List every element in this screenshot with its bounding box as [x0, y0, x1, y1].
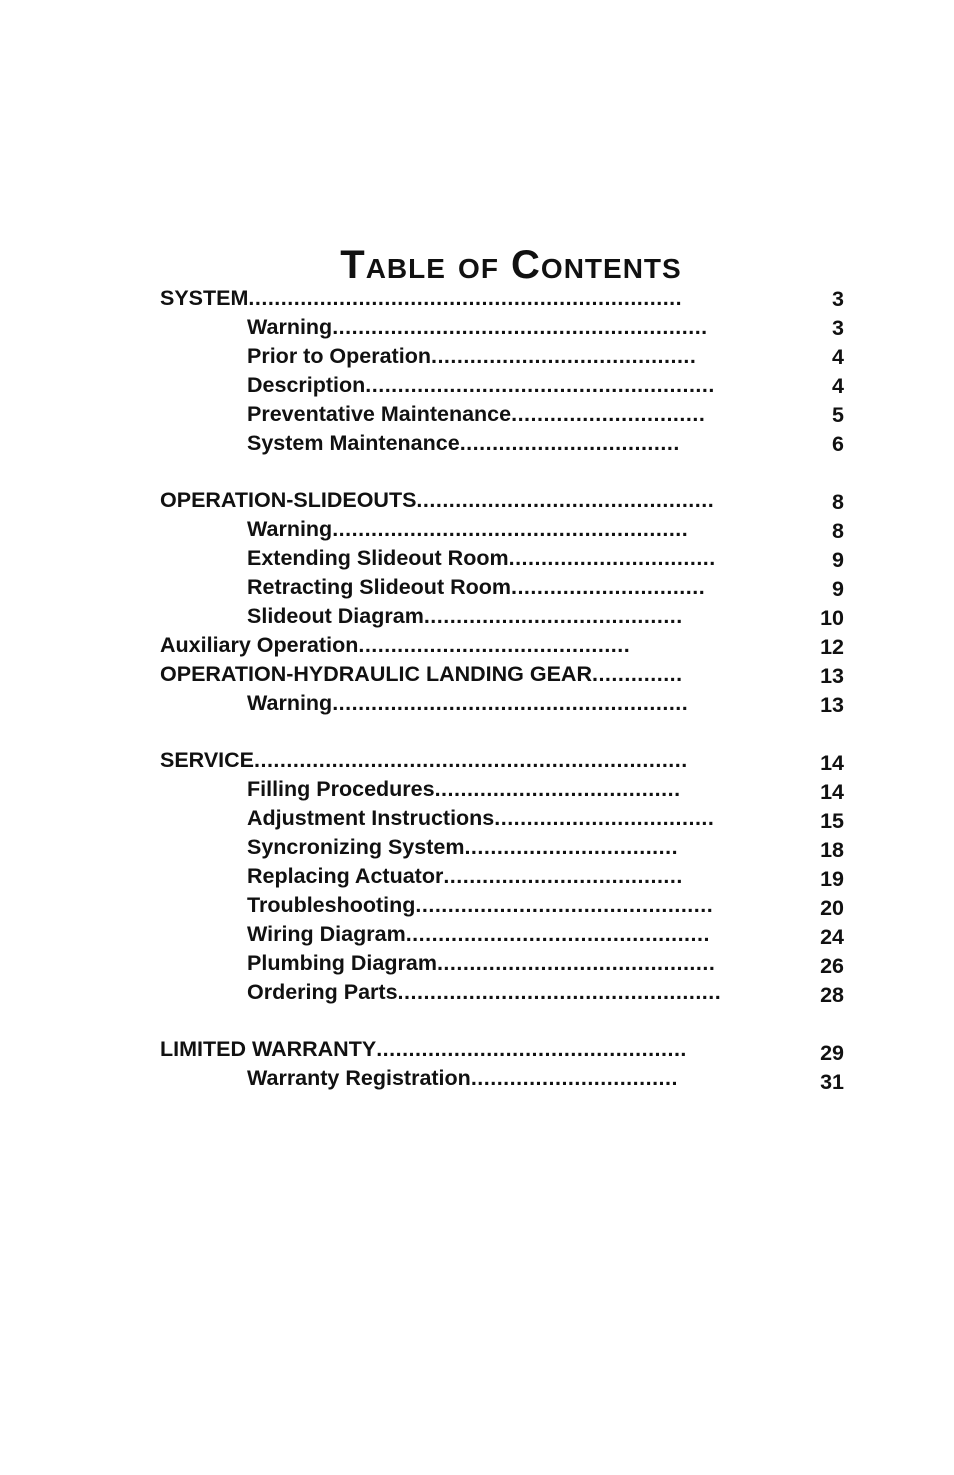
toc-entry-service[interactable]: [160, 746, 800, 774]
toc-entry-troubleshooting[interactable]: [247, 891, 777, 919]
toc-entry-label: Preventative Maintenance: [247, 402, 512, 426]
toc-entry-system[interactable]: [160, 284, 802, 312]
dot-leader: .....................................: [443, 864, 683, 888]
dot-leader: ..........................................: [358, 633, 631, 657]
toc-page-number: 5: [832, 403, 844, 427]
toc-page-number: 31: [820, 1070, 844, 1094]
toc-page-number: 8: [832, 519, 844, 543]
dot-leader: .........................................: [430, 344, 697, 368]
toc-entry-limited-warranty[interactable]: [160, 1035, 782, 1063]
toc-entry-operation-hydraulic-landing-gear[interactable]: [160, 660, 772, 688]
toc-page-number: 9: [832, 548, 844, 572]
dot-leader: ................................................: [376, 1037, 687, 1061]
toc-entry-label: Plumbing Diagram: [247, 951, 437, 975]
toc-page-number: 8: [832, 490, 844, 514]
toc-entry-warning[interactable]: [247, 313, 797, 341]
toc-entry-label: Troubleshooting: [247, 893, 416, 917]
toc-entry-warning[interactable]: [247, 515, 767, 543]
toc-page-number: 4: [832, 345, 844, 369]
toc-entry-preventative-maintenance[interactable]: [247, 400, 774, 428]
page-title: Table of Contents: [340, 242, 682, 287]
toc-page-number: 13: [820, 664, 844, 688]
dot-leader: ..................................: [494, 806, 715, 830]
dot-leader: .................................: [464, 835, 679, 859]
toc-entry-label: SYSTEM: [160, 286, 249, 310]
dot-leader: ..........................................................: [332, 315, 708, 339]
toc-entry-description[interactable]: [247, 371, 798, 399]
toc-entry-adjustment-instructions[interactable]: [247, 804, 776, 832]
dot-leader: ..............................................: [415, 893, 714, 917]
toc-page-number: 14: [820, 751, 844, 775]
dot-leader: ..............: [591, 662, 683, 686]
toc-entry-warranty-registration[interactable]: [247, 1064, 757, 1092]
dot-leader: ........................................: [423, 604, 683, 628]
toc-entry-system-maintenance[interactable]: [247, 429, 765, 457]
toc-entry-label: OPERATION-HYDRAULIC LANDING GEAR: [160, 662, 592, 686]
toc-page-number: 26: [820, 954, 844, 978]
toc-entry-slideout-diagram[interactable]: [247, 602, 767, 630]
dot-leader: ......................................................: [365, 373, 715, 397]
toc-entry-extending-slideout-room[interactable]: [247, 544, 778, 572]
toc-page-number: 12: [820, 635, 844, 659]
toc-entry-label: Syncronizing System: [247, 835, 465, 859]
toc-entry-label: SERVICE: [160, 748, 254, 772]
toc-entry-label: Warning: [247, 517, 333, 541]
toc-entry-operation-slideouts[interactable]: [160, 486, 790, 514]
toc-entry-ordering-parts[interactable]: [247, 978, 784, 1006]
dot-leader: ..................................: [459, 431, 680, 455]
dot-leader: .......................................................: [332, 517, 689, 541]
toc-entry-replacing-actuator[interactable]: [247, 862, 759, 890]
toc-page-number: 19: [820, 867, 844, 891]
toc-entry-label: Wiring Diagram: [247, 922, 406, 946]
toc-page-number: 24: [820, 925, 844, 949]
toc-page-number: 14: [820, 780, 844, 804]
toc-entry-label: Warning: [247, 691, 333, 715]
toc-page-number: 13: [820, 693, 844, 717]
toc-page-number: 29: [820, 1041, 844, 1065]
toc-entry-label: Adjustment Instructions: [247, 806, 495, 830]
toc-entry-prior-to-operation[interactable]: [247, 342, 781, 370]
toc-entry-label: Ordering Parts: [247, 980, 398, 1004]
toc-page-number: 4: [832, 374, 844, 398]
toc-entry-label: System Maintenance: [247, 431, 460, 455]
toc-page-number: 9: [832, 577, 844, 601]
toc-page-number: 20: [820, 896, 844, 920]
toc-entry-label: Description: [247, 373, 366, 397]
dot-leader: .......................................................: [332, 691, 689, 715]
toc-entry-label: OPERATION-SLIDEOUTS: [160, 488, 417, 512]
dot-leader: ..............................: [511, 402, 706, 426]
toc-entry-auxiliary-operation[interactable]: [160, 631, 685, 659]
toc-entry-retracting-slideout-room[interactable]: [247, 573, 774, 601]
toc-entry-filling-procedures[interactable]: [247, 775, 765, 803]
dot-leader: ..............................................: [416, 488, 715, 512]
dot-leader: ................................: [508, 546, 716, 570]
toc-entry-label: Warranty Registration: [247, 1066, 471, 1090]
dot-leader: ...........................................: [436, 951, 716, 975]
toc-page-number: 3: [832, 316, 844, 340]
toc-entry-label: Replacing Actuator: [247, 864, 444, 888]
toc-entry-label: Auxiliary Operation: [160, 633, 359, 657]
toc-entry-label: LIMITED WARRANTY: [160, 1037, 377, 1061]
dot-leader: ...................................................................: [248, 286, 683, 310]
dot-leader: ......................................: [434, 777, 681, 801]
dot-leader: ................................: [470, 1066, 678, 1090]
toc-page-number: 15: [820, 809, 844, 833]
dot-leader: ..............................: [510, 575, 706, 599]
dot-leader: ...................................................................: [254, 748, 688, 772]
toc-entry-warning[interactable]: [247, 689, 767, 717]
toc-entry-label: Extending Slideout Room: [247, 546, 509, 570]
dot-leader: ..................................................: [397, 980, 722, 1004]
dot-leader: ...............................................: [405, 922, 710, 946]
toc-page-number: 6: [832, 432, 844, 456]
toc-page-number: 3: [832, 287, 844, 311]
toc-entry-label: Filling Procedures: [247, 777, 435, 801]
toc-entry-label: Slideout Diagram: [247, 604, 424, 628]
toc-entry-syncronizing-system[interactable]: [247, 833, 761, 861]
toc-entry-label: Retracting Slideout Room: [247, 575, 511, 599]
toc-page-number: 28: [820, 983, 844, 1007]
toc-entry-label: Prior to Operation: [247, 344, 431, 368]
toc-entry-plumbing-diagram[interactable]: [247, 949, 780, 977]
toc-page-number: 10: [820, 606, 844, 630]
toc-entry-label: Warning: [247, 315, 333, 339]
toc-entry-wiring-diagram[interactable]: [247, 920, 784, 948]
toc-page-number: 18: [820, 838, 844, 862]
